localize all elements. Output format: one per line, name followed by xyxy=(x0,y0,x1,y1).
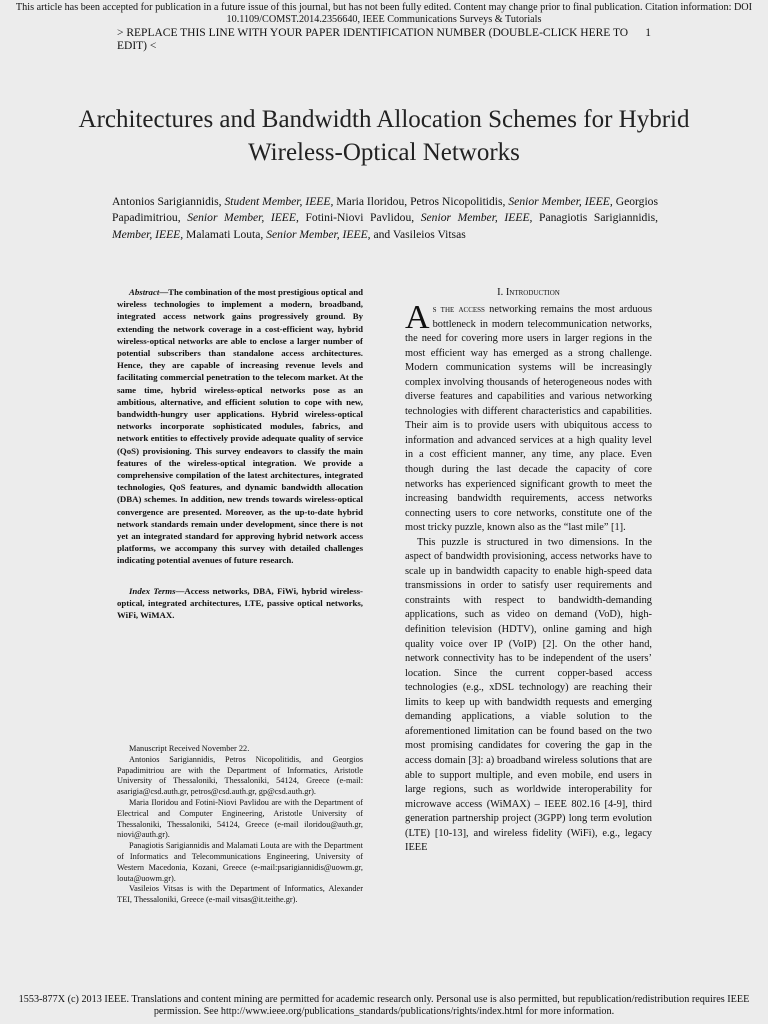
footnote: Maria Iloridou and Fotini-Niovi Pavlidou are with the Department of Electrical and Computer Engineering, Aristotle University of Thessaloniki, Thessaloniki, 54124, Greece (e-mail iloridou@auth.gr, niovi@auth.gr). xyxy=(117,797,363,840)
left-column xyxy=(117,286,363,621)
footnote: Panagiotis Sarigiannidis and Malamati Louta are with the Department of Informatics and Telecommunications Engineering, University of Western Macedonia, Kozani, Greece (e-mail:psarigiannidis@uowm.gr, louta@uowm.gr). xyxy=(117,841,363,883)
footnotes xyxy=(117,744,363,906)
author-name: Antonios Sarigiannidis, xyxy=(112,195,225,208)
author-name: Fotini-Niovi Pavlidou, xyxy=(298,211,421,225)
body-paragraph xyxy=(405,299,652,536)
lead-in-caps: s the access xyxy=(432,304,485,315)
body-paragraph: This puzzle is structured in two dimensions. In the aspect of bandwidth provisioning, access networks have to scale up in bandwidth capacity to enable high-speed data transmissions in order to satisfy user requirements and constraints with respect to bandwidth-demanding applications, such as video on demand (VoD), high-definition television (HDTV), online gaming and high quality voice over IP (VoIP) [2]. On the other hand, network connectivity has to be independent of the users’ location. Since the current copper-based access technologies (e.g., xDSL technology) are reaching their limits to keep up with bandwidth requests and emerging demanding applications, a viable solution to the aforementioned limitation can be found based on the two most promising candidates for covering the gap in the access domain [3]: a) broadband wireless solutions that are able to support multiple, and even mobile, end users in large regions, such as worldwide interoperability for microwave access (WiMAX) – IEEE 802.16 [4-9], third generation partnership project (3GPP) long term evolution (LTE) [10-13], and wireless fidelity (WiFi), e.g., legacy IEEE xyxy=(405,536,652,854)
author-role: Member, IEEE, xyxy=(112,227,184,241)
section-heading xyxy=(405,286,652,300)
abstract-lead: Abstract xyxy=(129,287,160,297)
paragraph-text: networking remains the most arduous bottleneck in modern telecommunication networks, the need for covering more users in larger regions in the most efficient way has emerged as a strong challenge. Modern communication systems will be increasingly complex involving thousands of heterogeneous nodes with diverse features and capabilities and various networking technologies with different characteristics and capabilities. Their aim is to provide users with ubiquitous access to information and advanced services at a high quality level in a cost efficient manner, any time, any place. Even though during the last decade the capacity of core networks has experienced significant growth to meet the increasing bandwidth requirements, access networks connecting users to core networks, constitute one of the most tricky puzzle, known also as the “last mile” [1]. xyxy=(405,304,652,534)
index-terms-lead: Index Terms xyxy=(129,585,176,596)
journal-notice: This article has been accepted for publication in a future issue of this journal, but has not been fully edited. Content may change prior to final publication. Citation information: DOI 10.1109/COMST.2014.2356640, IEEE Communications Surveys & Tutorials xyxy=(15,2,753,25)
author-name: Panagiotis Sarigiannidis, xyxy=(532,211,658,225)
right-column xyxy=(405,286,652,856)
abstract xyxy=(117,286,363,567)
footnote: Antonios Sarigiannidis, Petros Nicopolitidis, and Georgios Papadimitriou are with the Department of Informatics, Aristotle University of Thessaloniki, Thessaloniki, 54124, Greece (e-mail: asarigia@csd.auth.gr, petros@csd.auth.gr, gp@csd.auth.gr). xyxy=(117,754,363,797)
author-name: Malamati Louta, xyxy=(183,227,267,241)
author-name: Maria Iloridou, Petros Nicopolitidis, xyxy=(333,195,509,208)
author-role: Senior Member, IEEE, xyxy=(420,211,533,225)
section-number: I. xyxy=(497,287,504,298)
copyright-footer: 1553-877X (c) 2013 IEEE. Translations and content mining are permitted for academic research only. Personal use is also permitted, but republication/redistribution requires IEEE permission. See http://www.ieee.org/publications_standards/publications/rights/index.html for more information. xyxy=(18,994,750,1017)
index-terms-text: —Access networks, DBA, FiWi, hybrid wireless-optical, integrated architectures, LTE, passive optical networks, WiFi, WiMAX. xyxy=(117,585,363,621)
author-list xyxy=(112,194,658,243)
footnote: Manuscript Received November 22. xyxy=(129,744,250,753)
page-number: 1 xyxy=(645,27,651,39)
author-role: Senior Member, IEEE, xyxy=(187,211,299,225)
running-header xyxy=(117,27,657,53)
paper-title: Architectures and Bandwidth Allocation Schemes for Hybrid Wireless-Optical Networks xyxy=(78,106,690,166)
author-role: Senior Member, IEEE, xyxy=(266,227,371,241)
author-name: Georgios Papadimitriou, xyxy=(112,195,658,225)
author-name: and Vasileios Vitsas xyxy=(370,227,466,241)
section-title: Introduction xyxy=(505,287,560,298)
author-role: Senior Member, IEEE, xyxy=(508,195,613,208)
drop-cap: A xyxy=(405,299,430,336)
abstract-text: —The combination of the most prestigious optical and wireless technologies to implement a modern, broadband, integrated access network gains progressively ground. By extending the network coverage in a cost-efficient way, hybrid wireless-optical networks are able to enclose a larger number of potential subscribers than standalone access architectures. Hence, they are capable of increasing revenue levels and facilitating commercial penetration to the telecom market. At the same time, hybrid wireless-optical networks pose as an ambitious, alternative, and efficient solution to cope with new, bandwidth-hungry user applications. Hybrid wireless-optical networks incorporate sophisticated modules, fabrics, and network entities to effectively provide adequate quality of service (QoS) provisioning. This survey endeavors to classify the main features of the wireless-optical integration. We provide a comprehensive compilation of the latest architectures, integrated technologies, QoS features, and dynamic bandwidth allocation (DBA) schemes. In addition, new trends towards wireless-optical convergence are presented. Moreover, as the up-to-date hybrid network standards remain under development, since there is not yet an integrated standard for approving hybrid network access platforms, we accompany this survey with detailed challenges indicating potential avenues of future research. xyxy=(117,287,363,566)
index-terms xyxy=(117,585,363,622)
footnote: Vasileios Vitsas is with the Department of Informatics, Alexander TEI, Thessaloniki, Greece (e-mail vitsas@it.teithe.gr). xyxy=(117,884,363,905)
author-role: Student Member, IEEE, xyxy=(224,195,334,208)
header-placeholder: > REPLACE THIS LINE WITH YOUR PAPER IDENTIFICATION NUMBER (DOUBLE-CLICK HERE TO EDIT) < xyxy=(117,27,629,52)
